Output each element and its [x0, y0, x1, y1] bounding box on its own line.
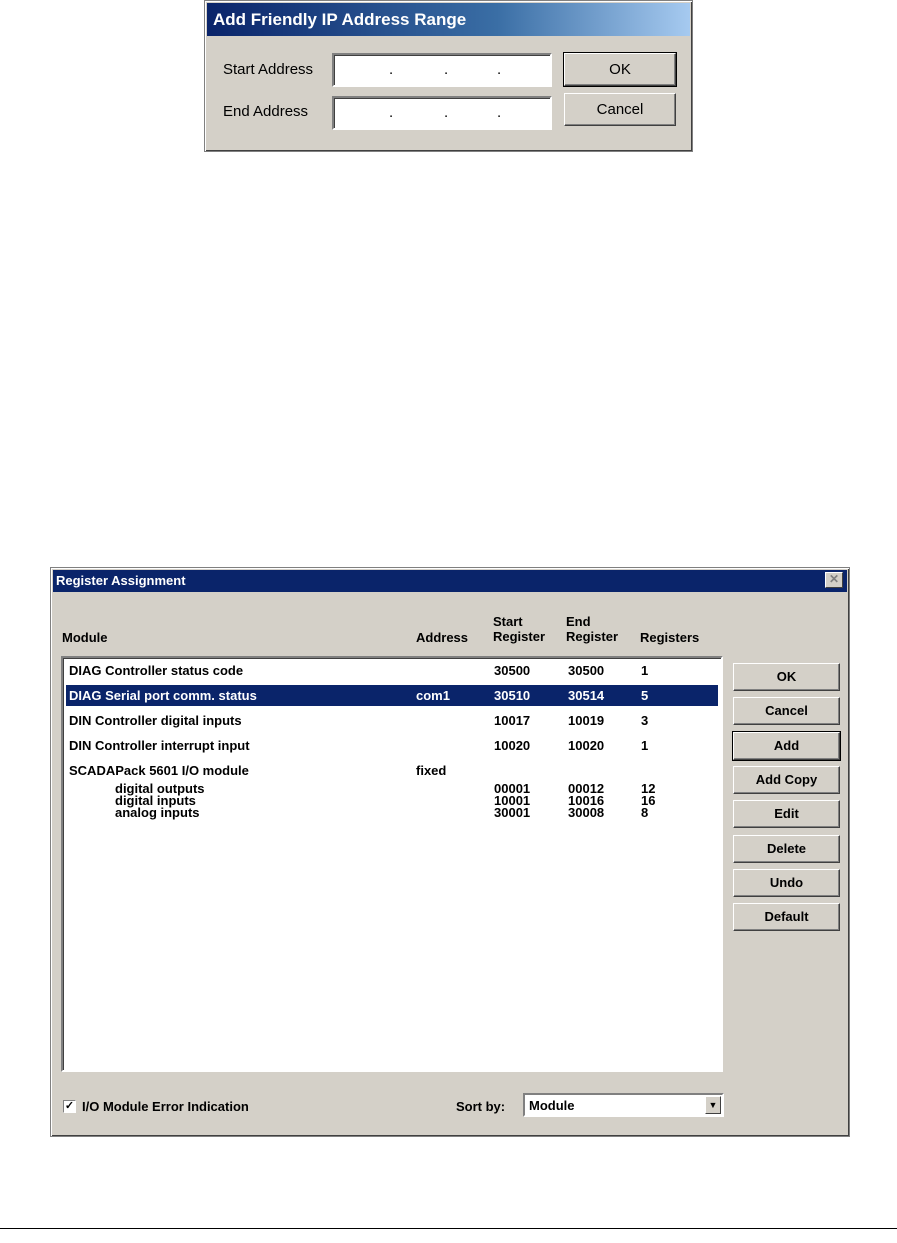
sort-by-value: Module	[529, 1098, 575, 1113]
close-icon[interactable]: ✕	[825, 572, 843, 588]
list-item[interactable]	[66, 735, 718, 756]
end-address-input[interactable]	[332, 96, 552, 130]
chevron-down-icon[interactable]: ▼	[705, 1096, 721, 1114]
list-item-selected[interactable]	[66, 685, 718, 706]
sub-module-name: digital inputs	[115, 793, 196, 808]
sub-end-register: 00012	[568, 781, 605, 796]
end-register: 10020	[568, 738, 605, 753]
module-name: DIN Controller interrupt input	[69, 738, 250, 753]
sub-register-count: 16	[641, 793, 656, 808]
cancel-button[interactable]: Cancel	[564, 93, 676, 126]
undo-button[interactable]: Undo	[733, 869, 840, 897]
register-list[interactable]	[61, 656, 723, 1072]
end-register: 10019	[568, 713, 605, 728]
friendly-ip-dialog-title: Add Friendly IP Address Range	[207, 3, 690, 36]
register-count: 1	[641, 738, 649, 753]
ip-separator: .	[444, 104, 449, 121]
add-button[interactable]: Add	[733, 732, 840, 760]
ip-separator: .	[497, 104, 502, 121]
start-register: 30500	[494, 663, 531, 678]
register-count: 3	[641, 713, 649, 728]
error-indication-checkbox[interactable]: ✓	[64, 1100, 75, 1112]
list-item[interactable]	[66, 660, 718, 681]
sort-by-label: Sort by:	[456, 1099, 506, 1114]
module-address: fixed	[416, 763, 447, 778]
header-registers: Registers	[640, 630, 700, 645]
header-start-line2: Register	[493, 629, 546, 644]
sub-end-register: 10016	[568, 793, 605, 808]
register-assignment-dialog	[50, 567, 850, 1137]
ip-separator: .	[497, 61, 502, 78]
sub-start-register: 00001	[494, 781, 531, 796]
add-copy-button[interactable]: Add Copy	[733, 766, 840, 794]
cancel-button[interactable]: Cancel	[733, 697, 840, 725]
sub-start-register: 30001	[494, 805, 531, 820]
sub-register-count: 12	[641, 781, 656, 796]
register-count: 1	[641, 663, 649, 678]
sub-module-name: digital outputs	[115, 781, 205, 796]
header-module: Module	[62, 630, 108, 645]
sub-start-register: 10001	[494, 793, 531, 808]
ok-button[interactable]: OK	[564, 53, 676, 86]
header-start-register	[493, 614, 545, 644]
ok-button[interactable]: OK	[733, 663, 840, 691]
start-register: 10020	[494, 738, 531, 753]
edit-button[interactable]: Edit	[733, 800, 840, 828]
sub-register-count: 8	[641, 805, 649, 820]
register-count: 5	[641, 688, 649, 703]
register-assignment-title: Register Assignment	[53, 570, 847, 592]
module-name: DIN Controller digital inputs	[69, 713, 242, 728]
friendly-ip-dialog	[204, 0, 693, 152]
module-name: SCADAPack 5601 I/O module	[69, 763, 249, 778]
header-end-register	[566, 614, 618, 644]
list-item[interactable]	[66, 760, 718, 781]
error-indication-label[interactable]: I/O Module Error Indication	[82, 1099, 249, 1114]
header-end-line1: End	[566, 614, 591, 629]
end-register: 30500	[568, 663, 605, 678]
module-address: com1	[416, 688, 450, 703]
sub-module-name: analog inputs	[115, 805, 200, 820]
header-end-line2: Register	[566, 629, 619, 644]
header-start-line1: Start	[493, 614, 523, 629]
page-divider	[0, 1228, 897, 1229]
sub-end-register: 30008	[568, 805, 605, 820]
start-address-input[interactable]	[332, 53, 552, 87]
delete-button[interactable]: Delete	[733, 835, 840, 863]
header-address: Address	[416, 630, 469, 645]
default-button[interactable]: Default	[733, 903, 840, 931]
end-address-label: End Address	[223, 103, 309, 120]
start-register: 10017	[494, 713, 531, 728]
start-address-label: Start Address	[223, 61, 314, 78]
ip-separator: .	[444, 61, 449, 78]
ip-separator: .	[389, 61, 394, 78]
module-name: DIAG Controller status code	[69, 663, 244, 678]
list-item[interactable]	[66, 710, 718, 731]
ip-separator: .	[389, 104, 394, 121]
sort-by-select[interactable]	[523, 1093, 724, 1117]
module-name: DIAG Serial port comm. status	[69, 688, 257, 703]
start-register: 30510	[494, 688, 531, 703]
end-register: 30514	[568, 688, 605, 703]
